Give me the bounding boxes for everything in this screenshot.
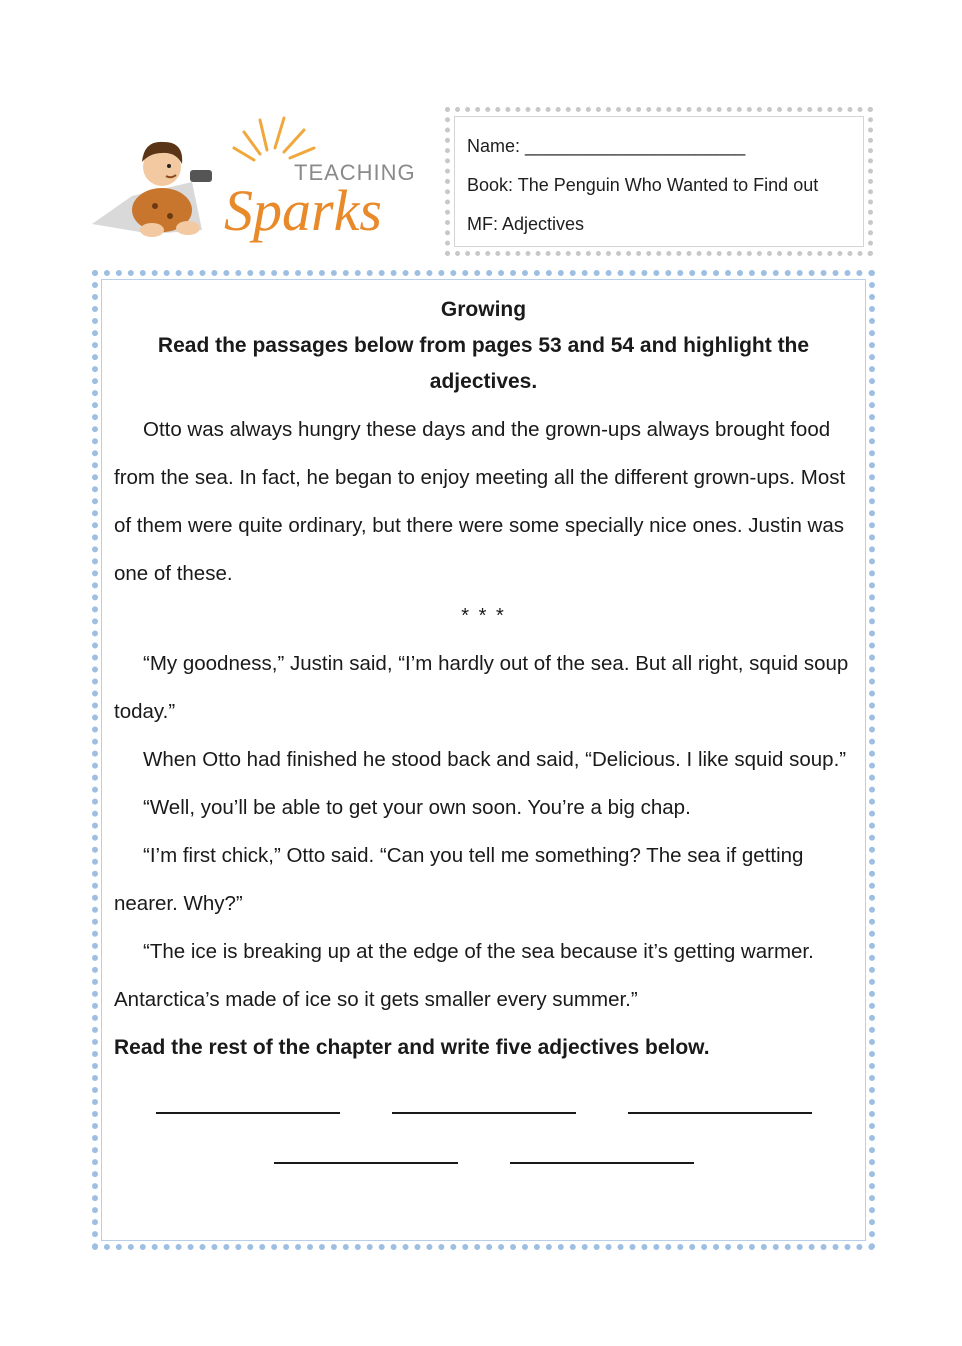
answer-row (114, 1136, 853, 1164)
book-title: Book: The Penguin Who Wanted to Find out (467, 175, 819, 195)
answer-blank[interactable] (274, 1136, 458, 1164)
mf-topic: MF: Adjectives (467, 214, 585, 234)
passage-paragraph: “My goodness,” Justin said, “I’m hardly out of the sea. But all right, squid soup today.” (114, 652, 849, 723)
passage-paragraph: “Well, you’ll be able to get your own soon. You’re a big chap. (143, 796, 691, 819)
answer-blank[interactable] (510, 1136, 694, 1164)
passage-paragraph: When Otto had finished he stood back and said, “Delicious. I like squid soup.” (143, 748, 847, 771)
answer-blank[interactable] (392, 1086, 576, 1114)
passage-paragraph: “I’m first chick,” Otto said. “Can you tell me something? The sea if getting nearer. Why?” (114, 844, 804, 915)
logo-text-bottom: Sparks (224, 178, 382, 243)
answer-blank[interactable] (628, 1086, 812, 1114)
worksheet-heading: Growing (440, 298, 527, 321)
logo-text-top: TEACHING (294, 160, 416, 185)
final-instruction: Read the rest of the chapter and write five adjectives below. (114, 1036, 710, 1059)
answer-row (114, 1086, 853, 1114)
answer-blank[interactable] (156, 1086, 340, 1114)
worksheet-box (92, 270, 875, 1250)
name-field[interactable]: Name: ______________________ (467, 136, 746, 156)
teaching-sparks-logo (92, 112, 437, 247)
student-info-box (445, 107, 873, 256)
section-separator: * * * (461, 605, 506, 627)
worksheet-instruction: Read the passages below from pages 53 and 54 and highlight the adjectives. (157, 334, 810, 393)
passage-paragraph: Otto was always hungry these days and the grown-ups always brought food from the sea. In fact, he began to enjoy meeting all the different grown-ups. Most of them were quite ordinary, but there were some specially nice ones. Justin was one of these. (114, 418, 846, 585)
passage-paragraph: “The ice is breaking up at the edge of the sea because it’s getting warmer. Antarctica’s made of ice so it gets smaller every summer.” (114, 940, 814, 1011)
